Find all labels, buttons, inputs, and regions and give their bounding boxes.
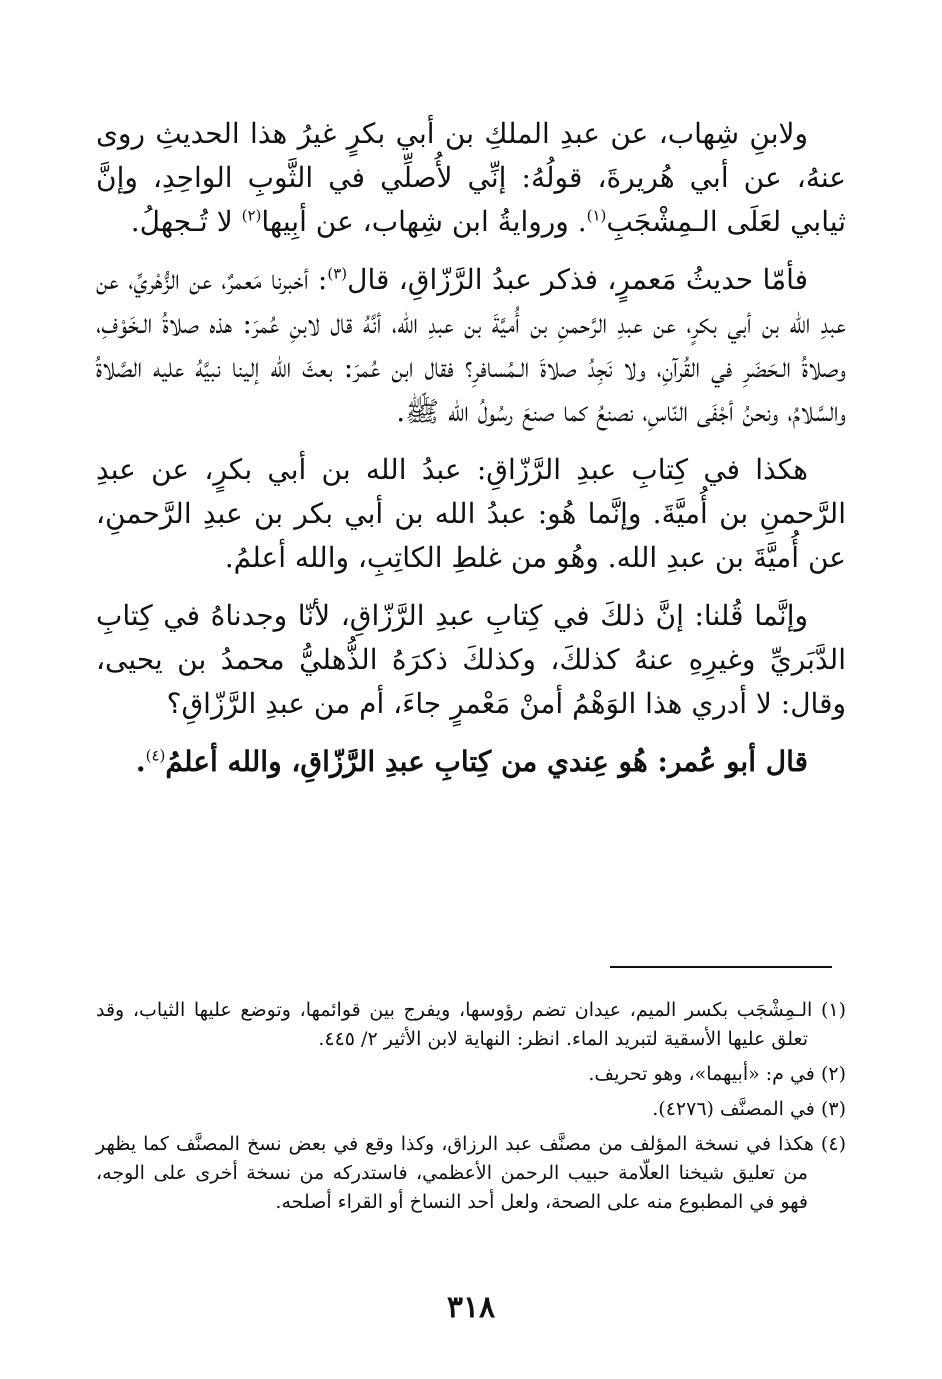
paragraph-2 xyxy=(96,258,846,434)
footnotes xyxy=(96,996,846,1223)
footnote-ref-2: (٢) xyxy=(241,206,262,225)
footnote-ref-1: (١) xyxy=(586,206,607,225)
paragraph-2-text: فأمّا حديثُ مَعمرٍ، فذكر عبدُ الرَّزّاقِ، قال xyxy=(347,263,809,296)
footnote-ref-3: (٣) xyxy=(327,264,348,283)
footnote-3 xyxy=(96,1095,846,1124)
footnote-ref-4: (٤) xyxy=(145,746,166,765)
footnote-text: الـمِشْجَب بكسر الميم، عيدان تضم رؤوسها، ويفرج بين قوائمها، وتوضع عليها الثياب، وقد تعلق عليها الأسقية لتبريد الماء. انظر: النهاية لابن الأثير ٢/ ٤٤٥. xyxy=(96,999,813,1050)
paragraph-5-text-end: . xyxy=(135,745,146,778)
footnote-text: في م: «أبيهما»، وهو تحريف. xyxy=(588,1063,815,1085)
footnote-number: (١) xyxy=(820,999,846,1021)
paragraph-4: وإنَّما قُلنا: إنَّ ذلكَ في كِتابِ عبدِ الرَّزّاقِ، لأنّا وجدناهُ في كِتابِ الدَّبَريِّ وغيرِهِ عنهُ كذلكَ، وكذلكَ ذكرَهُ الذُّهليُّ محمدُ بن يحيى، وقال: لا أدري هذا الوَهْمُ أمنْ مَعْمرٍ جاءَ، أم من عبدِ الرَّزّاقِ؟ xyxy=(96,599,846,720)
footnote-1 xyxy=(96,996,846,1054)
footnote-separator xyxy=(610,966,832,968)
paragraph-5-lead: قال أبو عُمر: xyxy=(657,745,808,778)
footnote-number: (٣) xyxy=(820,1098,846,1120)
main-text xyxy=(96,112,846,798)
paragraph-1 xyxy=(96,112,846,244)
paragraph-2-text-end: : أخبرنا مَعمرٌ، عن الزُّهْريِّ، عن عبدِ الله بن أبي بكرٍ، عن عبدِ الرَّحمنِ بن أُميَّةَ بن عبدِ الله، أنَّهُ قال لابنِ عُمرَ: هذه صلاةُ الـخَوْفِ، وصلاةُ الـحَضَرِ في القُرآنِ، ولا نَجِدُ صلاةَ الـمُسافرِ؟ فقال ابن عُمرَ: بعثَ الله إلينا نبيَّهُ عليه الصَّلاةُ والسَّلامُ، ونحنُ أجْفَى النّاسِ، نصنعُ كما صنعَ رسُولُ الله ﷺ. xyxy=(96,263,846,428)
footnote-4 xyxy=(96,1130,846,1217)
page-number: ٣١٨ xyxy=(446,1290,496,1325)
footnote-number: (٢) xyxy=(820,1063,846,1085)
paragraph-3: هكذا في كِتابِ عبدِ الرَّزّاقِ: عبدُ الله بن أبي بكرٍ، عن عبدِ الرَّحمنِ بن أُميَّةَ. وإنَّما هُو: عبدُ الله بن أبي بكر بن عبدِ الرَّحمنِ، عن أُميَّةَ بن عبدِ الله. وهُو من غلطِ الكاتِبِ، والله أعلمُ. xyxy=(96,453,846,574)
footnote-text: في المصنَّف (٤٢٧٦). xyxy=(652,1098,815,1120)
footnote-2 xyxy=(96,1060,846,1089)
footnote-text: هكذا في نسخة المؤلف من مصنَّف عبد الرزاق، وكذا وقع في بعض نسخ المصنَّف كما يظهر من تعليق شيخنا العلّامة حبيب الرحمن الأعظمي، فاستدركه من نسخة أخرى على الوجه، فهو في المطبوع منه على الصحة، ولعل أحد النساخ أو القراء أصلحه. xyxy=(96,1133,814,1213)
paragraph-1-text-end-2: لا تُـجهلُ. xyxy=(130,205,242,238)
footnote-number: (٤) xyxy=(820,1133,846,1155)
paragraph-1-text: ولابنِ شِهاب، عن عبدِ الملكِ بن أبي بكرٍ غيرُ هذا الحديثِ روى عنهُ، عن أبي هُريرةَ، قولُهُ: إنِّي لأُصلِّي في الثَّوبِ الواحِدِ، وإنَّ ثيابي لعَلَى الـمِشْجَبِ xyxy=(96,117,846,238)
paragraph-5-text: هُو عِندي من كِتابِ عبدِ الرَّزّاقِ، والله أعلمُ xyxy=(165,745,658,778)
paragraph-1-text-end: . وروايةُ ابن شِهاب، عن أبِيها xyxy=(261,205,587,238)
paragraph-5 xyxy=(96,740,846,784)
